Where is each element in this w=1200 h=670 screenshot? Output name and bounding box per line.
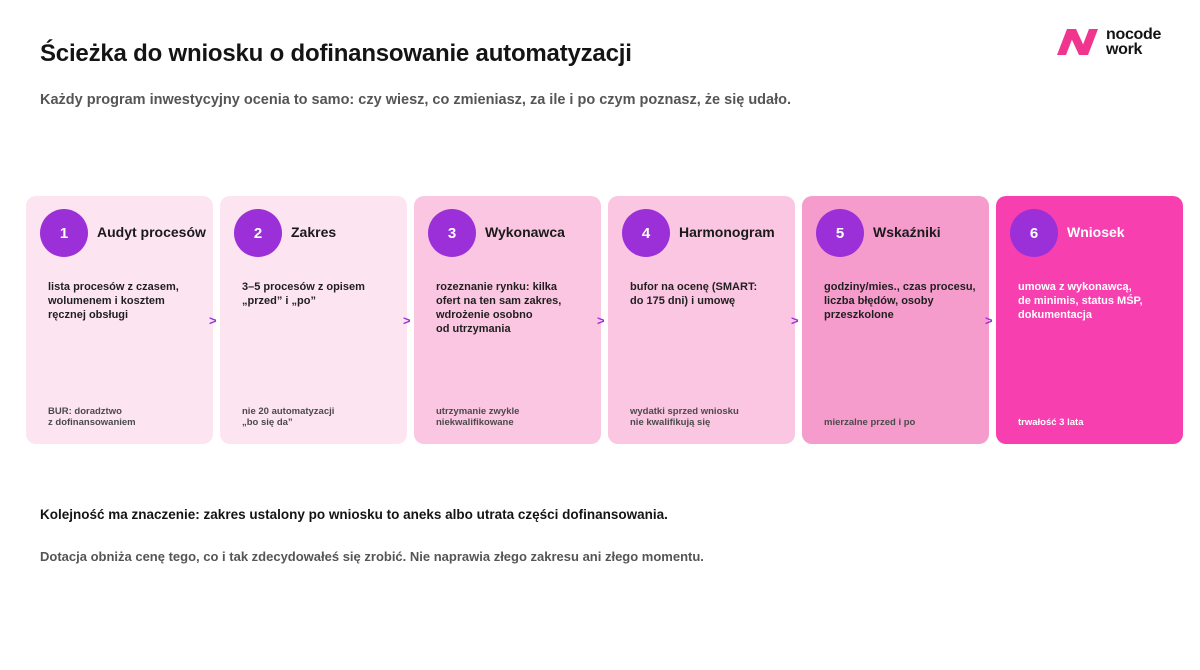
step-card-3 [414, 196, 601, 444]
step-card-1 [26, 196, 213, 444]
step-card-2 [220, 196, 407, 444]
step-note: BUR: doradztwo z dofinansowaniem [48, 406, 136, 428]
step-number-badge: 1 [40, 209, 88, 257]
logo-mark-icon [1055, 27, 1100, 57]
step-number-badge: 4 [622, 209, 670, 257]
step-note: mierzalne przed i po [824, 416, 916, 428]
step-arrow-icon: > [597, 313, 605, 328]
logo-wordmark [1106, 27, 1161, 57]
step-card-6 [996, 196, 1183, 444]
step-title: Wniosek [1067, 224, 1125, 240]
step-card-4 [608, 196, 795, 444]
step-title: Zakres [291, 224, 337, 240]
step-number-badge: 2 [234, 209, 282, 257]
step-description: rozeznanie rynku: kilka ofert na ten sam zakres, wdrożenie osobno od utrzymania [436, 281, 562, 335]
step-description: 3–5 procesów z opisem „przed” i „po” [242, 281, 365, 307]
step-note: nie 20 automatyzacji „bo się da” [242, 406, 335, 428]
key-message: Kolejność ma znaczenie: zakres ustalony po wniosku to aneks albo utrata części dofinansowania. [40, 507, 668, 522]
brand-logo [1055, 27, 1161, 57]
step-number-badge: 3 [428, 209, 476, 257]
step-arrow-icon: > [791, 313, 799, 328]
logo-line-1: nocode [1106, 26, 1162, 43]
step-card-5 [802, 196, 989, 444]
step-note: utrzymanie zwykle niekwalifikowane [436, 406, 520, 428]
step-number-badge: 6 [1010, 209, 1058, 257]
step-title: Harmonogram [679, 224, 775, 240]
step-note: trwałość 3 lata [1018, 416, 1084, 428]
step-arrow-icon: > [985, 313, 993, 328]
page-subtitle: Każdy program inwestycyjny ocenia to samo: czy wiesz, co zmieniasz, za ile i po czym poznasz, że się udało. [40, 92, 792, 108]
step-description: lista procesów z czasem, wolumenem i kosztem ręcznej obsługi [48, 281, 179, 321]
logo-line-2: work [1106, 41, 1143, 58]
supporting-message: Dotacja obniża cenę tego, co i tak zdecydowałeś się zrobić. Nie naprawia złego zakresu ani złego momentu. [40, 549, 704, 564]
step-description: bufor na ocenę (SMART: do 175 dni) i umowę [630, 281, 758, 307]
process-steps [26, 196, 1183, 444]
step-arrow-icon: > [209, 313, 217, 328]
step-description: godziny/mies., czas procesu, liczba błędów, osoby przeszkolone [824, 281, 976, 321]
page-title: Ścieżka do wniosku o dofinansowanie automatyzacji [40, 40, 632, 67]
step-note: wydatki sprzed wniosku nie kwalifikują się [630, 406, 739, 428]
step-title: Audyt procesów [97, 224, 206, 240]
step-title: Wykonawca [485, 224, 565, 240]
step-description: umowa z wykonawcą, de minimis, status MŚP, dokumentacja [1018, 281, 1143, 321]
step-title: Wskaźniki [873, 224, 941, 240]
step-arrow-icon: > [403, 313, 411, 328]
step-number-badge: 5 [816, 209, 864, 257]
